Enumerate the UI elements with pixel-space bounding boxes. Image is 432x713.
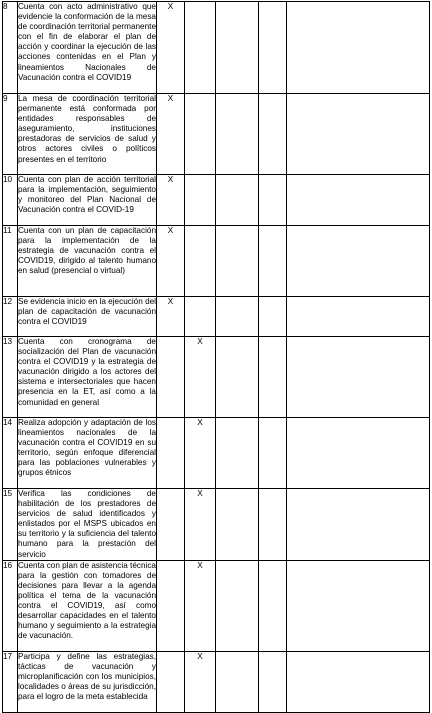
- table-row: [3, 337, 430, 418]
- item-number: 8: [3, 2, 18, 94]
- table-row: [3, 2, 430, 94]
- observations-cell: [287, 418, 430, 489]
- mark-cell-4: [259, 2, 287, 94]
- mark-cell-4: [259, 226, 287, 297]
- mark-cell-4: [259, 94, 287, 175]
- checklist-table: [2, 1, 430, 713]
- observations-cell: [287, 94, 430, 175]
- item-number: 12: [3, 297, 18, 337]
- item-number: 16: [3, 560, 18, 651]
- mark-cell-2: [185, 226, 216, 297]
- mark-cell-3: [216, 560, 259, 651]
- item-number: 13: [3, 337, 18, 418]
- item-description: Verifica las condiciones de habilitación de los prestadores de servicios de salud identificados y enlistados por el MSPS ubicados en su territorio y la suficiencia del talento humano para la prestación del servicio: [18, 489, 156, 559]
- item-number: 17: [3, 651, 18, 712]
- item-description: Cuenta con cronograma de socialización del Plan de vacunación contra el COVID19 y la estrategia de vacunación dirigido a los actores del sistema e intersectoriales que hacen presencia en la ET, así como a la comunidad en general: [18, 337, 157, 418]
- mark-cell-1: X: [157, 175, 185, 226]
- mark-cell-2: [185, 94, 216, 175]
- mark-cell-2: X: [185, 560, 216, 651]
- table-row: [3, 489, 430, 561]
- observations-cell: [287, 297, 430, 337]
- mark-cell-1: X: [157, 2, 185, 94]
- item-description: Cuenta con un plan de capacitación para la implementación de la estrategia de vacunación contra el COVID19, dirigido al talento humano en salud (presencial o virtual): [18, 226, 157, 297]
- mark-cell-4: [259, 651, 287, 712]
- observations-cell: [287, 489, 430, 561]
- mark-cell-2: X: [185, 489, 216, 561]
- mark-cell-2: [185, 297, 216, 337]
- item-number: 10: [3, 175, 18, 226]
- observations-cell: [287, 651, 430, 712]
- observations-cell: [287, 337, 430, 418]
- mark-cell-3: [216, 418, 259, 489]
- mark-cell-1: X: [157, 226, 185, 297]
- item-description: Cuenta con plan de acción territorial para la implementación, seguimiento y monitoreo del Plan Nacional de Vacunación contra el COVID-19: [18, 175, 157, 226]
- mark-cell-4: [259, 297, 287, 337]
- mark-cell-4: [259, 337, 287, 418]
- mark-cell-2: X: [185, 337, 216, 418]
- item-number: 15: [3, 489, 18, 561]
- table-row: [3, 297, 430, 337]
- mark-cell-2: X: [185, 418, 216, 489]
- table-row: [3, 418, 430, 489]
- item-number: 11: [3, 226, 18, 297]
- mark-cell-1: [157, 489, 185, 561]
- observations-cell: [287, 560, 430, 651]
- item-number: 14: [3, 418, 18, 489]
- mark-cell-1: [157, 337, 185, 418]
- item-number: 9: [3, 94, 18, 175]
- mark-cell-3: [216, 651, 259, 712]
- mark-cell-1: [157, 560, 185, 651]
- mark-cell-4: [259, 560, 287, 651]
- item-description: La mesa de coordinación territorial permanente está conformada por entidades responsables de aseguramiento, instituciones prestadoras de servicios de salud y otros actores civiles o políticos presentes en el territorio: [18, 94, 157, 175]
- table-row: [3, 651, 430, 712]
- mark-cell-1: X: [157, 94, 185, 175]
- item-description: Se evidencia inicio en la ejecución del plan de capacitación de vacunación contra el COVID19: [18, 297, 157, 337]
- mark-cell-3: [216, 2, 259, 94]
- mark-cell-2: [185, 175, 216, 226]
- mark-cell-3: [216, 337, 259, 418]
- mark-cell-4: [259, 418, 287, 489]
- mark-cell-3: [216, 94, 259, 175]
- table-row: [3, 94, 430, 175]
- mark-cell-4: [259, 175, 287, 226]
- mark-cell-2: X: [185, 651, 216, 712]
- item-description: Participa y define las estrategias, tácticas de vacunación y microplanificación con los municipios, localidades o áreas de su jurisdicción, para el logro de la meta establecida: [18, 651, 157, 712]
- mark-cell-3: [216, 489, 259, 561]
- mark-cell-3: [216, 297, 259, 337]
- item-description: Cuenta con plan de asistencia técnica para la gestión con tomadores de decisiones para llevar a la agenda política el tema de la vacunación contra el COVID19, así como desarrollar capacidades en el talento humano y seguimiento a la estrategia de vacunación.: [18, 560, 157, 651]
- mark-cell-2: [185, 2, 216, 94]
- mark-cell-1: X: [157, 297, 185, 337]
- observations-cell: [287, 226, 430, 297]
- mark-cell-1: [157, 418, 185, 489]
- observations-cell: [287, 2, 430, 94]
- item-description: Realiza adopción y adaptación de los lineamientos nacionales de la vacunación contra el COVID19 en su territorio, según enfoque diferencial para las poblaciones vulnerables y grupos étnicos: [18, 418, 157, 489]
- observations-cell: [287, 175, 430, 226]
- table-row: [3, 560, 430, 651]
- mark-cell-3: [216, 175, 259, 226]
- mark-cell-4: [259, 489, 287, 561]
- mark-cell-1: [157, 651, 185, 712]
- mark-cell-3: [216, 226, 259, 297]
- item-description: Cuenta con acto administrativo que evidencie la conformación de la mesa de coordinación territorial permanente con el fin de elaborar el plan de acción y coordinar la ejecución de las acciones contenidas en el Plan y lineamientos Nacionales de Vacunación contra el COVID19: [18, 2, 157, 94]
- table-row: [3, 175, 430, 226]
- table-row: [3, 226, 430, 297]
